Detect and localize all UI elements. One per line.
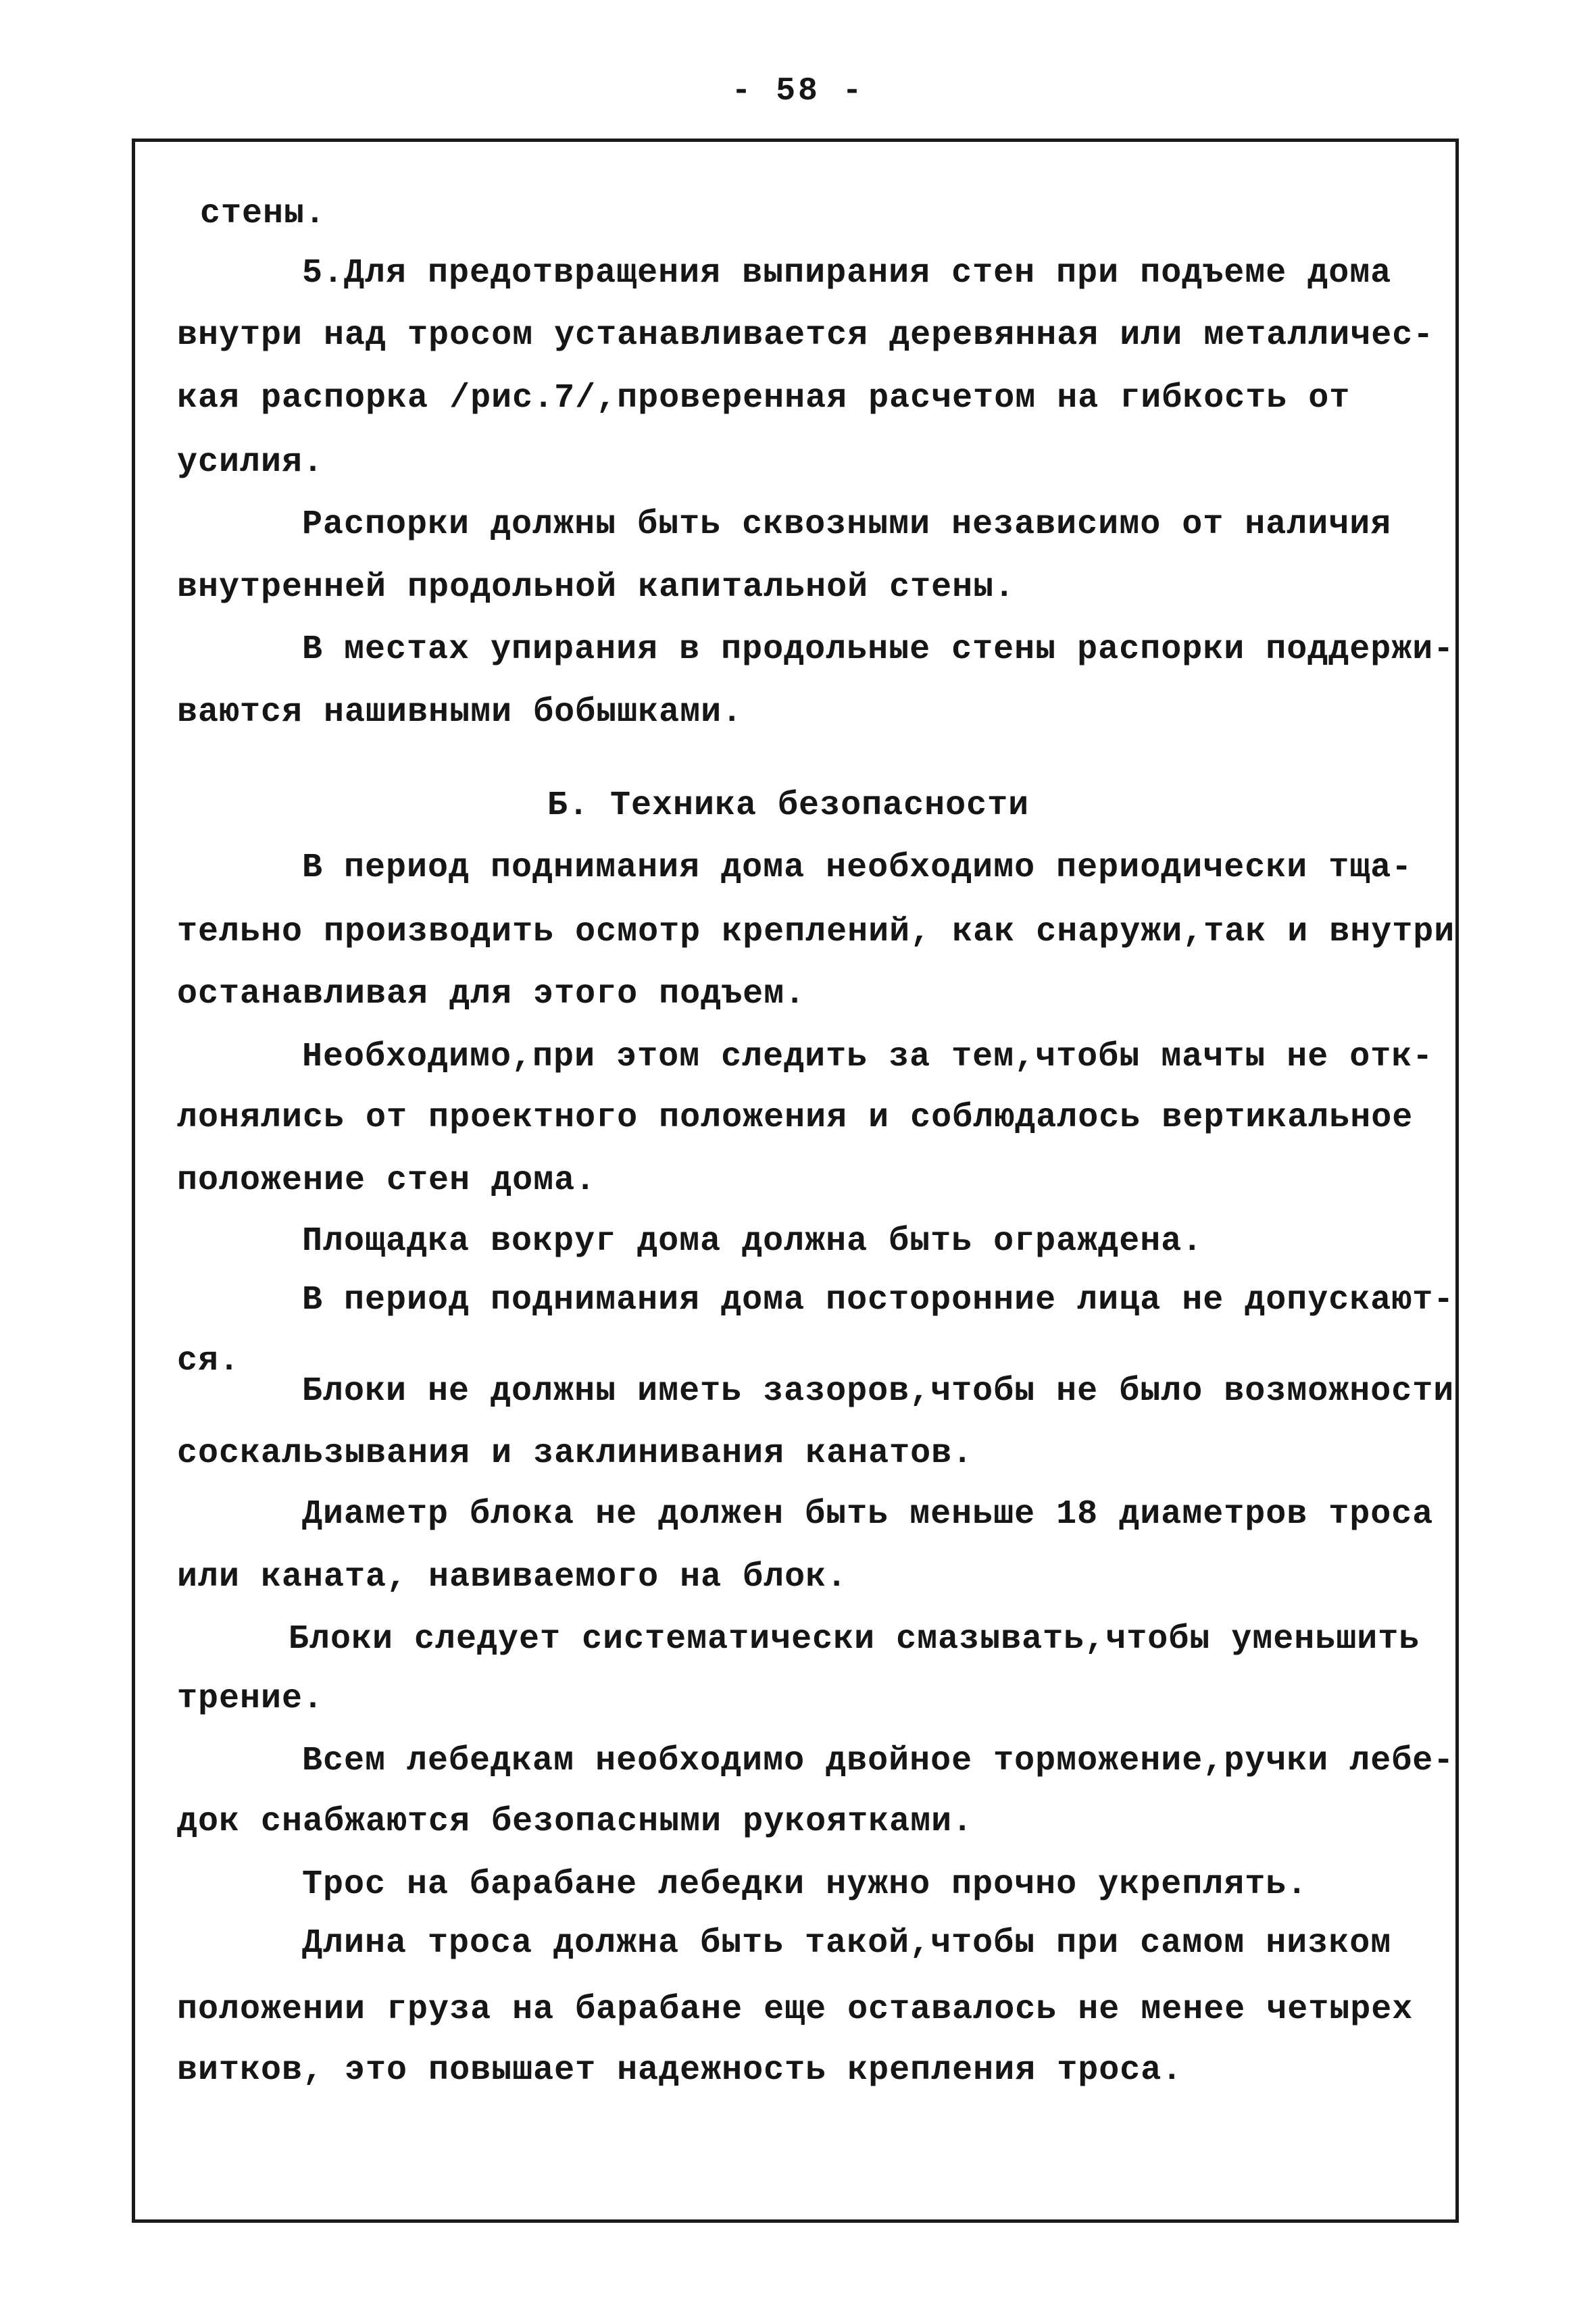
text-line: лонялись от проектного положения и соблюдалось вертикальное bbox=[177, 1099, 1414, 1137]
text-line: Распорки должны быть сквозными независимо от наличия bbox=[302, 505, 1392, 544]
text-line: Блоки следует систематически смазывать,чтобы уменьшить bbox=[289, 1620, 1420, 1659]
text-line: Трос на барабане лебедки нужно прочно укреплять. bbox=[302, 1865, 1308, 1904]
text-line: витков, это повышает надежность крепления троса. bbox=[177, 2051, 1183, 2090]
text-line: кая распорка /рис.7/,проверенная расчетом на гибкость от bbox=[177, 379, 1351, 418]
text-line: В период поднимания дома необходимо периодически тща- bbox=[302, 849, 1413, 887]
text-line: Блоки не должны иметь зазоров,чтобы не было возможности bbox=[302, 1372, 1455, 1411]
text-line: или каната, навиваемого на блок. bbox=[177, 1558, 848, 1596]
text-line: Всем лебедкам необходимо двойное торможение,ручки лебе- bbox=[302, 1742, 1455, 1780]
text-line: В местах упирания в продольные стены распорки поддержи- bbox=[302, 630, 1455, 669]
text-line: В период поднимания дома посторонние лица не допускают- bbox=[302, 1281, 1455, 1319]
text-line: положение стен дома. bbox=[177, 1161, 597, 1200]
text-line: усилия. bbox=[177, 443, 324, 482]
section-heading: Б. Техника безопасности bbox=[547, 786, 1030, 825]
text-line: стены. bbox=[200, 195, 326, 233]
text-line: трение. bbox=[177, 1680, 324, 1718]
text-line: внутренней продольной капитальной стены. bbox=[177, 568, 1016, 607]
text-line: ваются нашивными бобышками. bbox=[177, 693, 743, 732]
text-line: ся. bbox=[177, 1342, 241, 1380]
text-line: Необходимо,при этом следить за тем,чтобы мачты не отк- bbox=[302, 1038, 1434, 1076]
text-line: останавливая для этого подъем. bbox=[177, 975, 806, 1013]
text-line: положении груза на барабане еще оставалось не менее четырех bbox=[177, 1990, 1414, 2029]
text-line: док снабжаются безопасными рукоятками. bbox=[177, 1803, 974, 1841]
text-line: соскальзывания и заклинивания канатов. bbox=[177, 1434, 974, 1473]
page-number: - 58 - bbox=[731, 73, 865, 109]
text-line: Длина троса должна быть такой,чтобы при самом низком bbox=[302, 1924, 1392, 1963]
text-line: внутри над тросом устанавливается деревянная или металличес- bbox=[177, 316, 1435, 355]
text-line: тельно производить осмотр креплений, как снаружи,так и внутри bbox=[177, 913, 1455, 951]
text-line: Площадка вокруг дома должна быть ограждена. bbox=[302, 1222, 1203, 1261]
text-line: Диаметр блока не должен быть меньше 18 диаметров троса bbox=[302, 1495, 1434, 1534]
text-line: 5.Для предотвращения выпирания стен при подъеме дома bbox=[302, 254, 1392, 293]
